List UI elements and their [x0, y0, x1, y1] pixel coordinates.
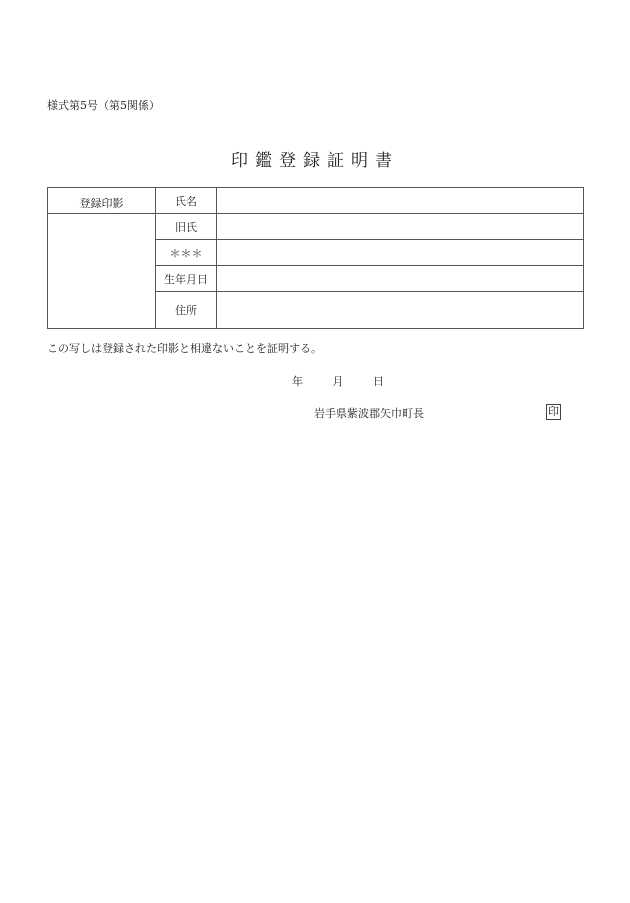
seal-impression-label: 登録印影: [48, 188, 156, 214]
document-title: 印鑑登録証明書: [231, 151, 399, 171]
row-label-name: 氏名: [156, 188, 217, 214]
row-value-name: [217, 188, 584, 214]
row-label-birthdate: 生年月日: [156, 266, 217, 292]
seal-impression-area: [48, 214, 156, 329]
row-value-birthdate: [217, 266, 584, 292]
row-value-masked: [217, 240, 584, 266]
form-number: 様式第5号（第5関係）: [47, 99, 160, 112]
date-day: 日: [373, 375, 384, 388]
row-label-former-surname: 旧氏: [156, 214, 217, 240]
row-value-former-surname: [217, 214, 584, 240]
date-year: 年: [292, 375, 303, 388]
row-label-masked: ＊＊＊: [156, 240, 217, 266]
date-month: 月: [332, 375, 344, 388]
certification-statement: この写しは登録された印影と相違ないことを証明する。: [47, 342, 322, 355]
row-value-address: [217, 292, 584, 329]
seal-mark: 印: [548, 405, 559, 418]
row-label-address: 住所: [156, 292, 217, 329]
issuer-name: 岩手県紫波郡矢巾町長: [314, 407, 424, 420]
issue-date: [292, 373, 410, 389]
certificate-table: [47, 187, 584, 329]
